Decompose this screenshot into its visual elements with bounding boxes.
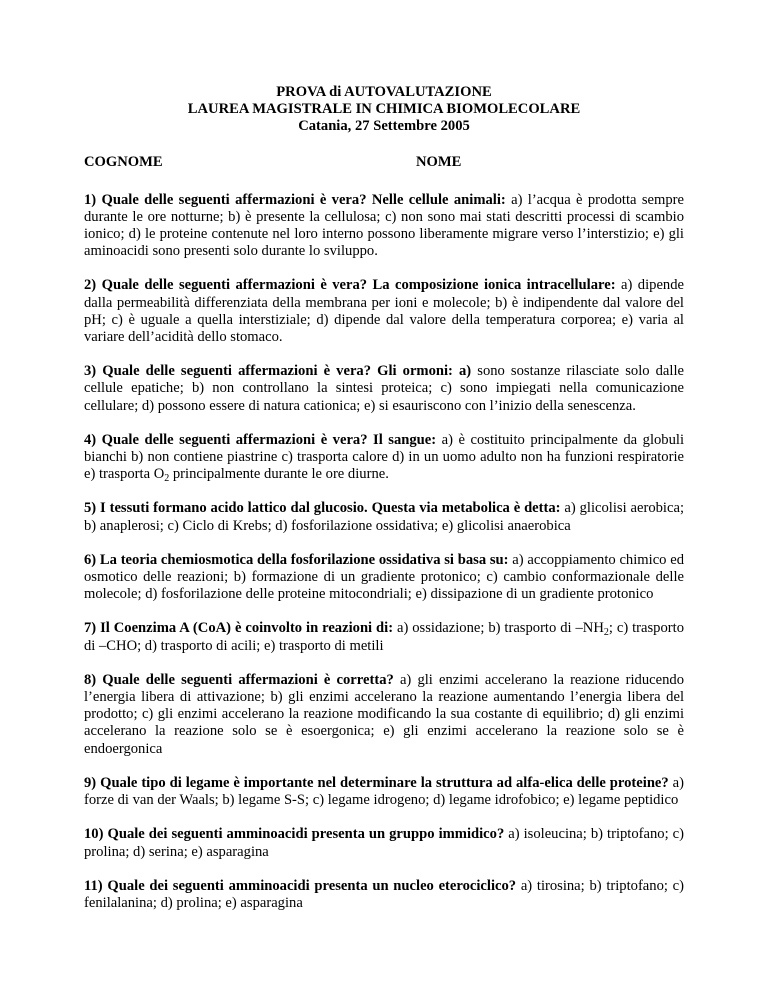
question-4 (84, 432, 684, 484)
question-6-options: a) accoppiamento chimico ed osmotico delle reazioni; b) formazione di un gradiente protonico; c) cambio conformazionale delle molecole; d) fosforilazione delle proteine mitocondriali; e) dissipazione di un gradiente protonico (84, 551, 684, 603)
question-3-title: 3) Quale delle seguenti affermazioni è vera? Gli ormoni: a) (84, 363, 472, 380)
question-4-options-end: principalmente durante le ore diurne. (169, 466, 389, 483)
question-7-options: a) ossidazione; b) trasporto di –NH (393, 620, 604, 637)
cognome-label: COGNOME (84, 153, 163, 170)
question-9 (84, 775, 684, 809)
question-6 (84, 552, 684, 604)
question-8-options: a) gli enzimi accelerano la reazione riducendo l’energia libera di attivazione; b) gli enzimi accelerano la reazione aumentando l’energia libera del prodotto; c) gli enzimi accelerano la reazione modificando la sua costante di equilibrio; d) gli enzimi accelerano la reazione solo se è esoergonica; e) gli enzimi accelerano la reazione solo se è endoergonica (84, 671, 685, 757)
header-title: PROVA di AUTOVALUTAZIONE (276, 84, 492, 100)
nome-label: NOME (416, 153, 462, 170)
question-4-options: a) è costituito principalmente da globuli bianchi b) non contiene piastrine c) trasporta calore d) in un uomo adulto non ha funzioni respiratorie e) trasporta O (84, 431, 684, 483)
question-8-title: 8) Quale delle seguenti affermazioni è corretta? (84, 671, 394, 688)
document-header (84, 84, 684, 136)
question-1-options: a) l’acqua è prodotta sempre durante le ore notturne; b) è presente la cellulosa; c) non sono mai stati descritti processi di scambio ionico; d) le proteine contenute nel loro interno possono liberamente migrare verso l’interstizio; e) gli aminoacidi sono presenti solo durante lo sviluppo. (84, 191, 684, 260)
question-1 (84, 192, 684, 261)
question-7 (84, 620, 684, 654)
question-2-options: a) dipende dalla permeabilità differenziata della membrana per ioni e molecole; b) è indipendente dal valore del pH; c) è uguale a quella interstiziale; d) dipende dal valore della temperatura corporea; e) varia al variare dell’acidità dello stomaco. (84, 277, 684, 346)
question-4-subscript: 2 (164, 473, 170, 485)
question-5 (84, 500, 684, 534)
header-degree: LAUREA MAGISTRALE IN CHIMICA BIOMOLECOLARE (187, 101, 581, 118)
question-7-subscript: 2 (603, 627, 609, 639)
question-7-title: 7) Il Coenzima A (CoA) è coinvolto in reazioni di: (84, 620, 394, 637)
question-8 (84, 672, 684, 758)
question-3 (84, 363, 684, 415)
question-10 (84, 826, 684, 860)
question-6-title: 6) La teoria chemiosmotica della fosforilazione ossidativa si basa su: (84, 551, 509, 568)
question-10-options: a) isoleucina; b) triptofano; c) prolina; d) serina; e) asparagina (84, 826, 684, 860)
question-5-title: 5) I tessuti formano acido lattico dal glucosio. Questa via metabolica è detta: (84, 500, 561, 517)
question-7-options-end: ; c) trasporto di –CHO; d) trasporto di acili; e) trasporto di metili (84, 620, 684, 654)
question-4-title: 4) Quale delle seguenti affermazioni è vera? Il sangue: (84, 431, 437, 448)
name-fields-row (84, 154, 684, 171)
question-3-options: sono sostanze rilasciate solo dalle cellule epatiche; b) non controllano la sintesi proteica; c) sono impiegati nella comunicazione cellulare; d) possono essere di natura cationica; e) si esauriscono con l’inizio della senescenza. (84, 363, 685, 414)
question-11-title: 11) Quale dei seguenti amminoacidi presenta un nucleo eterociclico? (84, 877, 517, 894)
question-2 (84, 277, 684, 346)
question-9-options: a) forze di van der Waals; b) legame S-S; c) legame idrogeno; d) legame idrofobico; e) legame peptidico (84, 774, 684, 809)
question-10-title: 10) Quale dei seguenti amminoacidi presenta un gruppo immidico? (84, 826, 505, 843)
header-date: Catania, 27 Settembre 2005 (298, 118, 470, 135)
question-9-title: 9) Quale tipo di legame è importante nel determinare la struttura ad alfa-elica delle proteine? (84, 774, 669, 791)
question-5-options: a) glicolisi aerobica; b) anaplerosi; c) Ciclo di Krebs; d) fosforilazione ossidativa; e) glicolisi anaerobica (84, 500, 685, 534)
question-1-title: 1) Quale delle seguenti affermazioni è vera? Nelle cellule animali: (84, 191, 506, 208)
question-11-options: a) tirosina; b) triptofano; c) fenilalanina; d) prolina; e) asparagina (84, 877, 684, 911)
question-2-title: 2) Quale delle seguenti affermazioni è vera? La composizione ionica intracellulare: (84, 277, 616, 294)
question-11 (84, 878, 684, 912)
